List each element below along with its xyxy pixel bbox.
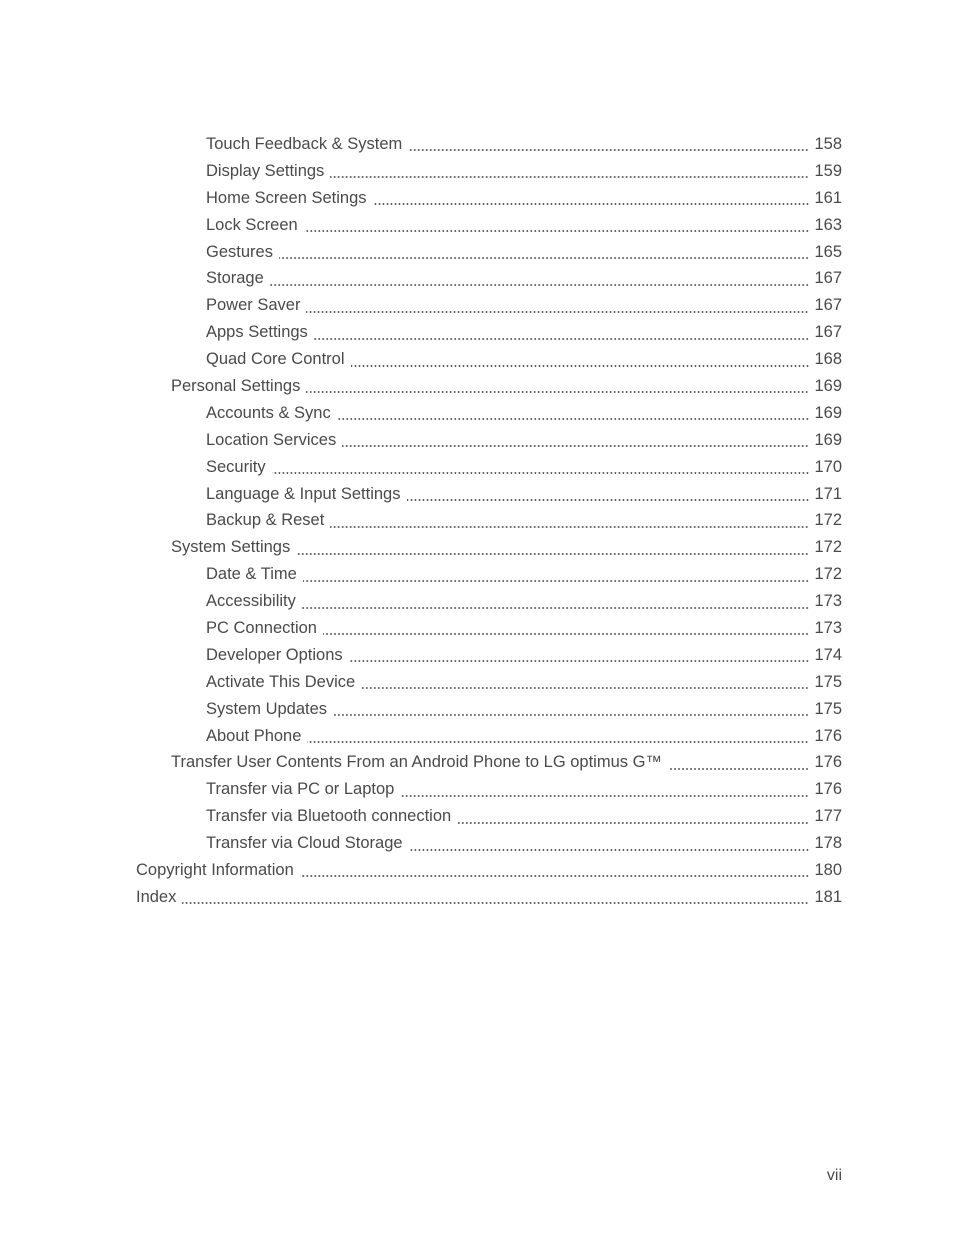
toc-entry[interactable] [0, 373, 954, 400]
toc-entry-page: 165 [814, 242, 842, 261]
toc-entry-title: Transfer via Bluetooth connection [206, 807, 452, 826]
toc-entry-page: 174 [814, 645, 842, 664]
toc-entry-page: 172 [814, 565, 842, 584]
toc-dot-leader [279, 257, 809, 259]
toc-entry[interactable] [0, 212, 954, 239]
toc-entry[interactable] [0, 749, 954, 776]
toc-dot-leader [333, 714, 809, 716]
toc-entry-page: 172 [814, 538, 842, 557]
toc-entry[interactable] [0, 427, 954, 454]
toc-entry-page: 181 [814, 887, 842, 906]
toc-entry-title: Power Saver [206, 296, 301, 315]
toc-entry-title: Touch Feedback & System [206, 135, 403, 153]
toc-entry-page: 175 [814, 672, 842, 691]
toc-entry[interactable] [0, 534, 954, 561]
toc-dot-leader [314, 338, 809, 340]
toc-entry-page: 169 [814, 430, 842, 449]
toc-entry-page: 163 [814, 215, 842, 234]
toc-dot-leader [182, 902, 809, 904]
toc-entry-page: 161 [814, 188, 842, 207]
toc-entry-title: About Phone [206, 726, 302, 745]
toc-entry[interactable] [0, 400, 954, 427]
toc-entry-title: Transfer via Cloud Storage [206, 834, 403, 853]
toc-dot-leader [330, 526, 809, 528]
toc-entry[interactable] [0, 642, 954, 669]
toc-entry[interactable] [0, 776, 954, 803]
toc-entry[interactable] [0, 669, 954, 696]
toc-entry-title: Security [206, 457, 266, 476]
toc-entry[interactable] [0, 265, 954, 292]
toc-entry[interactable] [0, 615, 954, 642]
toc-entry-page: 180 [814, 861, 842, 880]
toc-entry-page: 169 [814, 377, 842, 396]
toc-entry[interactable] [0, 158, 954, 185]
toc-entry-title: Quad Core Control [206, 350, 345, 369]
toc-dot-leader [304, 230, 809, 232]
toc-entry[interactable] [0, 696, 954, 723]
toc-dot-leader [668, 768, 809, 770]
toc-dot-leader [457, 822, 809, 824]
toc-entry-title: Index [136, 887, 177, 906]
toc-dot-leader [349, 660, 809, 662]
toc-entry-title: PC Connection [206, 619, 317, 638]
toc-entry[interactable] [0, 319, 954, 346]
toc-entry-page: 169 [814, 403, 842, 422]
table-of-contents [0, 131, 954, 911]
toc-entry-title: Transfer via PC or Laptop [206, 780, 395, 799]
toc-dot-leader [270, 284, 809, 286]
toc-entry[interactable] [0, 292, 954, 319]
toc-entry-title: Copyright Information [136, 861, 294, 880]
toc-entry[interactable] [0, 481, 954, 508]
toc-entry-page: 170 [814, 457, 842, 476]
toc-entry-title: Gestures [206, 242, 273, 261]
toc-entry[interactable] [0, 884, 954, 911]
toc-entry[interactable] [0, 723, 954, 750]
toc-entry-title: Location Services [206, 430, 337, 449]
toc-entry-title: Developer Options [206, 645, 343, 664]
toc-dot-leader [302, 607, 809, 609]
toc-dot-leader [400, 795, 809, 797]
toc-dot-leader [373, 203, 810, 205]
toc-entry-title: Date & Time [206, 565, 297, 584]
toc-entry-page: 173 [814, 619, 842, 638]
toc-entry-title: Lock Screen [206, 215, 298, 234]
toc-entry-page: 159 [814, 161, 842, 180]
toc-entry[interactable] [0, 131, 954, 158]
toc-entry-title: Accessibility [206, 592, 296, 611]
toc-dot-leader [306, 311, 809, 313]
toc-entry-title: Display Settings [206, 161, 325, 180]
toc-entry-page: 171 [814, 484, 842, 503]
toc-entry[interactable] [0, 454, 954, 481]
toc-entry-page: 167 [814, 323, 842, 342]
toc-entry-title: Transfer User Contents From an Android Phone to LG optimus G™ [171, 753, 662, 772]
toc-dot-leader [306, 391, 809, 393]
toc-dot-leader [361, 687, 809, 689]
toc-dot-leader [303, 580, 809, 582]
toc-entry-page: 176 [814, 726, 842, 745]
toc-dot-leader [342, 445, 809, 447]
toc-entry-page: 158 [814, 135, 842, 153]
toc-dot-leader [307, 741, 809, 743]
toc-entry[interactable] [0, 185, 954, 212]
toc-dot-leader [330, 176, 809, 178]
toc-entry[interactable] [0, 588, 954, 615]
toc-entry-page: 173 [814, 592, 842, 611]
toc-entry[interactable] [0, 346, 954, 373]
toc-entry-page: 167 [814, 269, 842, 288]
toc-entry-page: 176 [814, 753, 842, 772]
page-number: vii [826, 1167, 842, 1184]
toc-entry[interactable] [0, 507, 954, 534]
toc-entry-page: 175 [814, 699, 842, 718]
toc-entry[interactable] [0, 561, 954, 588]
toc-entry[interactable] [0, 803, 954, 830]
toc-dot-leader [323, 633, 809, 635]
toc-entry[interactable] [0, 857, 954, 884]
toc-entry-page: 178 [814, 834, 842, 853]
toc-entry-title: System Updates [206, 699, 328, 718]
toc-entry-title: Apps Settings [206, 323, 308, 342]
toc-entry-page: 167 [814, 296, 842, 315]
toc-entry-page: 176 [814, 780, 842, 799]
toc-entry-title: Storage [206, 269, 264, 288]
toc-entry-page: 172 [814, 511, 842, 530]
toc-dot-leader [409, 849, 809, 851]
toc-dot-leader [296, 553, 809, 555]
toc-entry-page: 168 [814, 350, 842, 369]
toc-entry-title: Backup & Reset [206, 511, 325, 530]
toc-entry-title: Activate This Device [206, 672, 356, 691]
toc-entry-title: Accounts & Sync [206, 403, 331, 422]
toc-dot-leader [337, 418, 809, 420]
toc-entry-page: 177 [814, 807, 842, 826]
toc-dot-leader [351, 365, 810, 367]
toc-dot-leader [300, 875, 809, 877]
toc-entry-title: Language & Input Settings [206, 484, 401, 503]
toc-dot-leader [408, 149, 809, 151]
toc-entry[interactable] [0, 239, 954, 266]
toc-dot-leader [407, 499, 810, 501]
toc-entry-title: System Settings [171, 538, 291, 557]
toc-entry-title: Personal Settings [171, 377, 301, 396]
toc-entry-title: Home Screen Setings [206, 188, 367, 207]
toc-dot-leader [272, 472, 809, 474]
toc-entry[interactable] [0, 830, 954, 857]
